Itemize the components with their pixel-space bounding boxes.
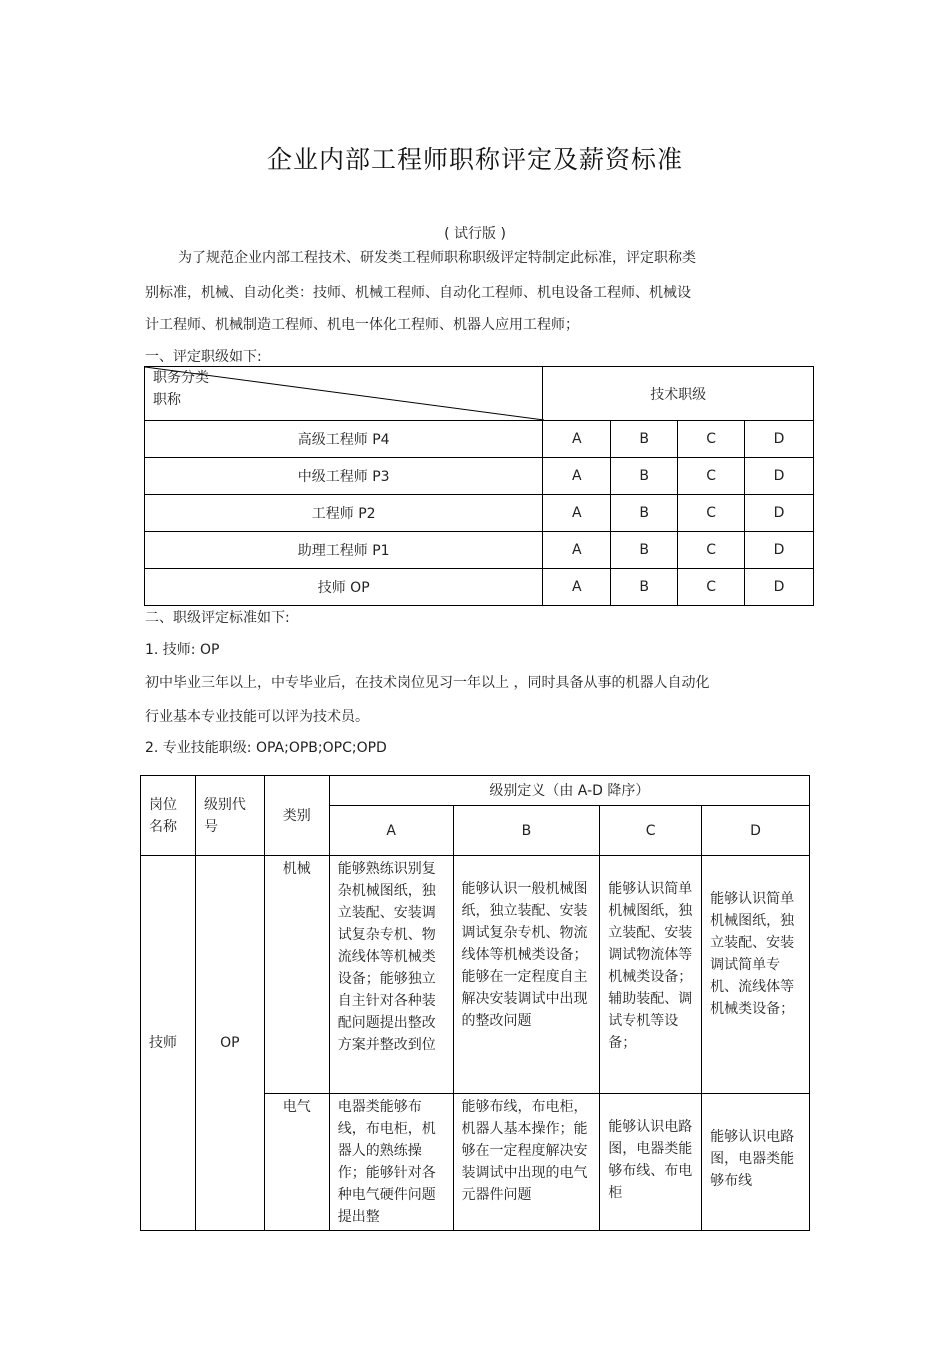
grade-a: A (543, 495, 611, 532)
item-1-desc-line-1: 初中毕业三年以上，中专毕业后，在技术岗位见习一年以上 ，同时具备从事的机器人自动化 (145, 675, 710, 691)
grade-c: C (678, 458, 745, 495)
diagonal-header-cell (145, 367, 543, 421)
grade-d: D (745, 532, 814, 569)
grade-row (145, 495, 814, 532)
type-cell-electrical: 电气 (264, 1094, 329, 1231)
grade-row (145, 532, 814, 569)
grade-title: 中级工程师 P3 (145, 458, 543, 495)
item-2-heading: 2. 专业技能职级: OPA;OPB;OPC;OPD (145, 740, 387, 756)
document-subtitle: ( 试行版 ) (444, 226, 506, 242)
def-c-mechanical: 能够认识简单机械图纸，独立装配、安装调试物流体等机械类设备；辅助装配、调试专机等设备； (600, 856, 702, 1094)
level-b-header: B (453, 806, 600, 856)
grade-a: A (543, 569, 611, 606)
grade-c: C (678, 495, 745, 532)
def-b-mechanical: 能够认识一般机械图纸，独立装配、安装调试复杂专机、物流线体等机械类设备；能够在一定程度自主解决安装调试中出现的整改问题 (453, 856, 600, 1094)
section-2-heading: 二、职级评定标准如下: (145, 610, 290, 626)
grade-c: C (678, 532, 745, 569)
post-cell: 技师 (141, 856, 196, 1231)
grade-table (144, 366, 814, 606)
grade-b: B (611, 495, 678, 532)
diag-label-category: 职务分类 (153, 370, 209, 386)
grade-a: A (543, 421, 611, 458)
grade-c: C (678, 569, 745, 606)
intro-line-2: 别标准，机械、自动化类：技师、机械工程师、自动化工程师、机电设备工程师、机械设 (145, 285, 691, 301)
grade-d: D (745, 495, 814, 532)
item-1-heading: 1. 技师: OP (145, 642, 220, 658)
level-d-header: D (702, 806, 810, 856)
def-b-electrical: 能够布线，布电柜，机器人基本操作；能够在一定程度解决安装调试中出现的电气元器件问题 (453, 1094, 600, 1231)
col-definition-header: 级别定义（由 A-D 降序） (329, 776, 809, 806)
def-d-mechanical: 能够认识简单机械图纸，独立装配、安装调试简单专机、流线体等机械类设备； (702, 856, 810, 1094)
level-a-header: A (329, 806, 453, 856)
grade-b: B (611, 569, 678, 606)
def-a-electrical: 电器类能够布线，布电柜，机器人的熟练操作；能够针对各种电气硬件问题提出整 (329, 1094, 453, 1231)
col-post-header: 岗位名称 (141, 776, 196, 856)
item-1-desc-line-2: 行业基本专业技能可以评为技术员。 (145, 709, 369, 725)
grade-b: B (611, 458, 678, 495)
grade-c: C (678, 421, 745, 458)
grade-b: B (611, 421, 678, 458)
grade-a: A (543, 458, 611, 495)
col-code-header: 级别代号 (195, 776, 264, 856)
grade-title: 技师 OP (145, 569, 543, 606)
code-cell: OP (195, 856, 264, 1231)
grade-row (145, 569, 814, 606)
grade-title: 高级工程师 P4 (145, 421, 543, 458)
type-cell-mechanical: 机械 (264, 856, 329, 1094)
intro-line-1: 为了规范企业内部工程技术、研发类工程师职称职级评定特制定此标准，评定职称类 (178, 250, 696, 266)
tech-grade-header: 技术职级 (543, 367, 814, 421)
def-c-electrical: 能够认识电路图，电器类能够布线、布电柜 (600, 1094, 702, 1231)
intro-line-3: 计工程师、机械制造工程师、机电一体化工程师、机器人应用工程师； (145, 317, 579, 333)
grade-title: 工程师 P2 (145, 495, 543, 532)
grade-row (145, 458, 814, 495)
grade-row (145, 421, 814, 458)
section-1-heading: 一、评定职级如下: (145, 349, 262, 365)
grade-d: D (745, 569, 814, 606)
grade-table-header-row (145, 367, 814, 421)
grade-d: D (745, 458, 814, 495)
diag-label-title: 职称 (153, 392, 181, 408)
grade-b: B (611, 532, 678, 569)
col-type-header: 类别 (264, 776, 329, 856)
grade-a: A (543, 532, 611, 569)
level-c-header: C (600, 806, 702, 856)
skill-level-table (140, 775, 810, 1231)
grade-title: 助理工程师 P1 (145, 532, 543, 569)
document-title: 企业内部工程师职称评定及薪资标准 (266, 145, 683, 174)
def-a-mechanical: 能够熟练识别复杂机械图纸，独立装配、安装调试复杂专机、物流线体等机械类设备；能够独立自主针对各种装配问题提出整改方案并整改到位 (329, 856, 453, 1094)
def-d-electrical: 能够认识电路图，电器类能够布线 (702, 1094, 810, 1231)
grade-d: D (745, 421, 814, 458)
